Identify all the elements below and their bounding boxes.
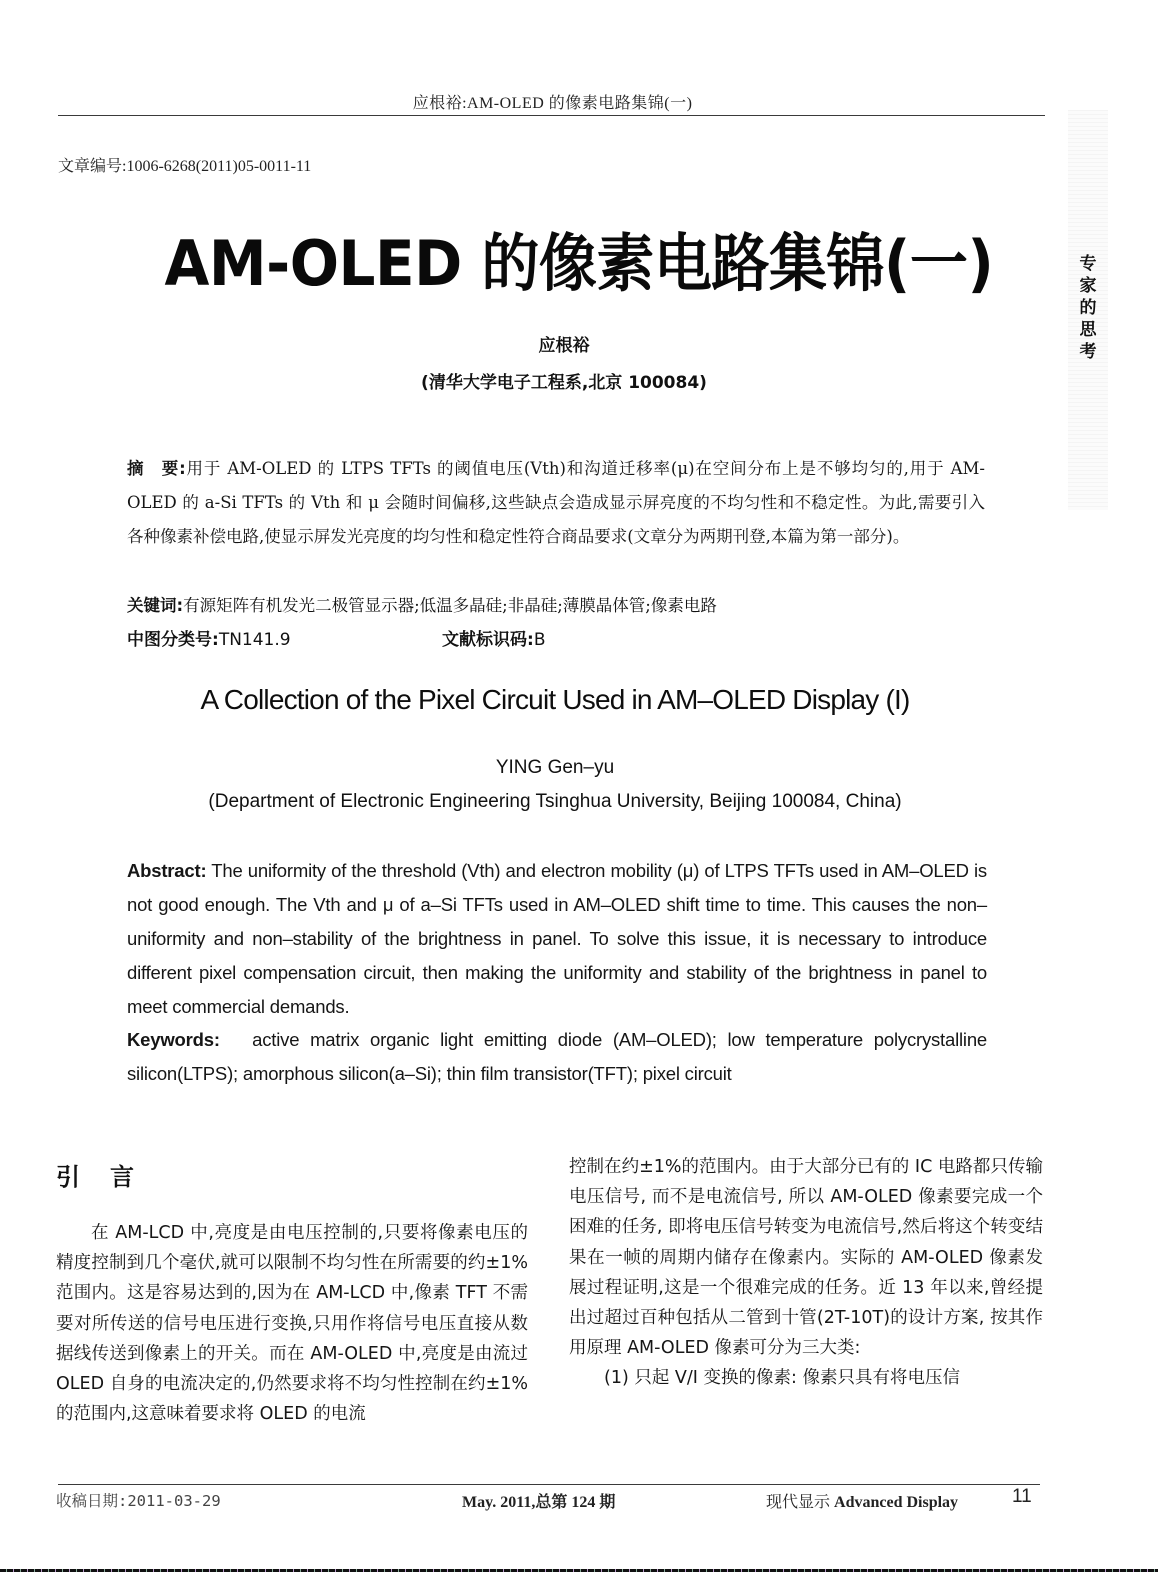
clc-label: 中图分类号:: [127, 630, 219, 650]
document-code: [442, 625, 545, 650]
page-number: 11: [1012, 1486, 1032, 1507]
issue-info: May. 2011,总第 124 期: [462, 1494, 616, 1511]
abstract-cn-text: 用于 AM-OLED 的 LTPS TFTs 的阈值电压(Vth)和沟道迁移率(μ)在空间分布上是不够均匀的,用于 AM-OLED 的 a-Si TFTs 的 Vth 和 μ 会随时间偏移,这些缺点会造成显示屏亮度的不均匀性和不稳定性。为此,需要引入各种像素补偿电路,使显示屏发光亮度的均匀性和稳定性符合商品要求(文章分为两期刊登,本篇为第一部分)。: [127, 459, 985, 546]
keywords-cn-label: 关键词:: [127, 596, 184, 615]
list-item: (1) 只起 V/I 变换的像素: 像素只具有将电压信: [604, 1368, 960, 1389]
abstract-en-text: The uniformity of the threshold (Vth) and electron mobility (μ) of LTPS TFTs used in AM–OLED is not good enough. The Vth and μ of a–Si TFTs used in AM–OLED shift time to time. This causes the non–uniformity and non–stability of the brightness in panel. To solve this issue, it is necessary to introduce different pixel compensation circuit, then making the uniformity and stability of the brightness in panel to meet commercial demands.: [127, 860, 987, 1017]
abstract-cn: [127, 452, 985, 554]
received-date: 收稿日期:2011-03-29: [56, 1492, 221, 1510]
running-head: 应根裕:AM-OLED 的像素电路集锦(一): [412, 95, 693, 112]
section-heading-introduction: 引言: [56, 1163, 164, 1191]
affiliation-cn: (清华大学电子工程系,北京 100084): [421, 373, 707, 393]
journal-name: [766, 1489, 958, 1512]
paragraph: 在 AM-LCD 中,亮度是由电压控制的,只要将像素电压的精度控制到几个毫伏,就可以限制不均匀性在所需要的约±1%范围内。这是容易达到的,因为在 AM-LCD 中,像素 TFT 不需要对所传送的信号电压进行变换,只用作将信号电压直接从数据线传送到像素上的开关。而在 AM-OLED 中,亮度是由流过 OLED 自身的电流决定的,仍然要求将不均匀性控制在约±1%的范围内,这意味着要求将 OLED 的电流: [56, 1223, 528, 1425]
doc-code-label: 文献标识码:: [442, 630, 534, 650]
abstract-en: [127, 854, 987, 1024]
clc-value: TN141.9: [218, 630, 291, 650]
affiliation-en: (Department of Electronic Engineering Tsinghua University, Beijing 100084, China): [208, 791, 902, 812]
title-en: A Collection of the Pixel Circuit Used in AM–OLED Display (I): [200, 684, 910, 715]
paragraph: 控制在约±1%的范围内。由于大部分已有的 IC 电路都只传输电压信号, 而不是电流信号, 所以 AM-OLED 像素要完成一个困难的任务, 即将电压信号转变为电流信号,然后将这个转变结果在一帧的周期内储存在像素内。实际的 AM-OLED 像素发展过程证明,这是一个很难完成的任务。近 13 年以来,曾经提出过超过百种包括从二管到十管(2T-10T)的设计方案, 按其作用原理 AM-OLED 像素可分为三大类:: [569, 1157, 1043, 1359]
doc-code-value: B: [533, 630, 546, 650]
journal-name-cn: 现代显示: [766, 1494, 831, 1511]
article-number: 文章编号:1006-6268(2011)05-0011-11: [58, 158, 312, 175]
abstract-en-label: Abstract:: [127, 860, 207, 881]
journal-name-en: Advanced Display: [834, 1494, 959, 1511]
classification-row: [127, 625, 987, 650]
body-column-right: [569, 1152, 1043, 1394]
keywords-en-text: active matrix organic light emitting diode (AM–OLED); low temperature polycrystalline silicon(LTPS); amorphous silicon(a–Si); thin film transistor(TFT); pixel circuit: [127, 1029, 987, 1084]
body-column-left: [56, 1218, 528, 1429]
author-en: YING Gen–yu: [495, 757, 615, 778]
keywords-cn: [127, 592, 987, 616]
abstract-cn-label: 摘 要:: [127, 459, 186, 478]
header-rule: [58, 115, 1045, 116]
title-cn-text: AM-OLED 的像素电路集锦(一): [164, 226, 994, 301]
keywords-en: [127, 1023, 987, 1091]
title-cn: [0, 216, 1158, 300]
keywords-en-label: Keywords:: [127, 1029, 220, 1050]
keywords-cn-text: 有源矩阵有机发光二极管显示器;低温多晶硅;非晶硅;薄膜晶体管;像素电路: [183, 596, 717, 615]
footer-rule: [58, 1484, 1040, 1485]
column-label: 专家的思考: [1079, 254, 1097, 362]
author-cn: 应根裕: [538, 336, 590, 356]
